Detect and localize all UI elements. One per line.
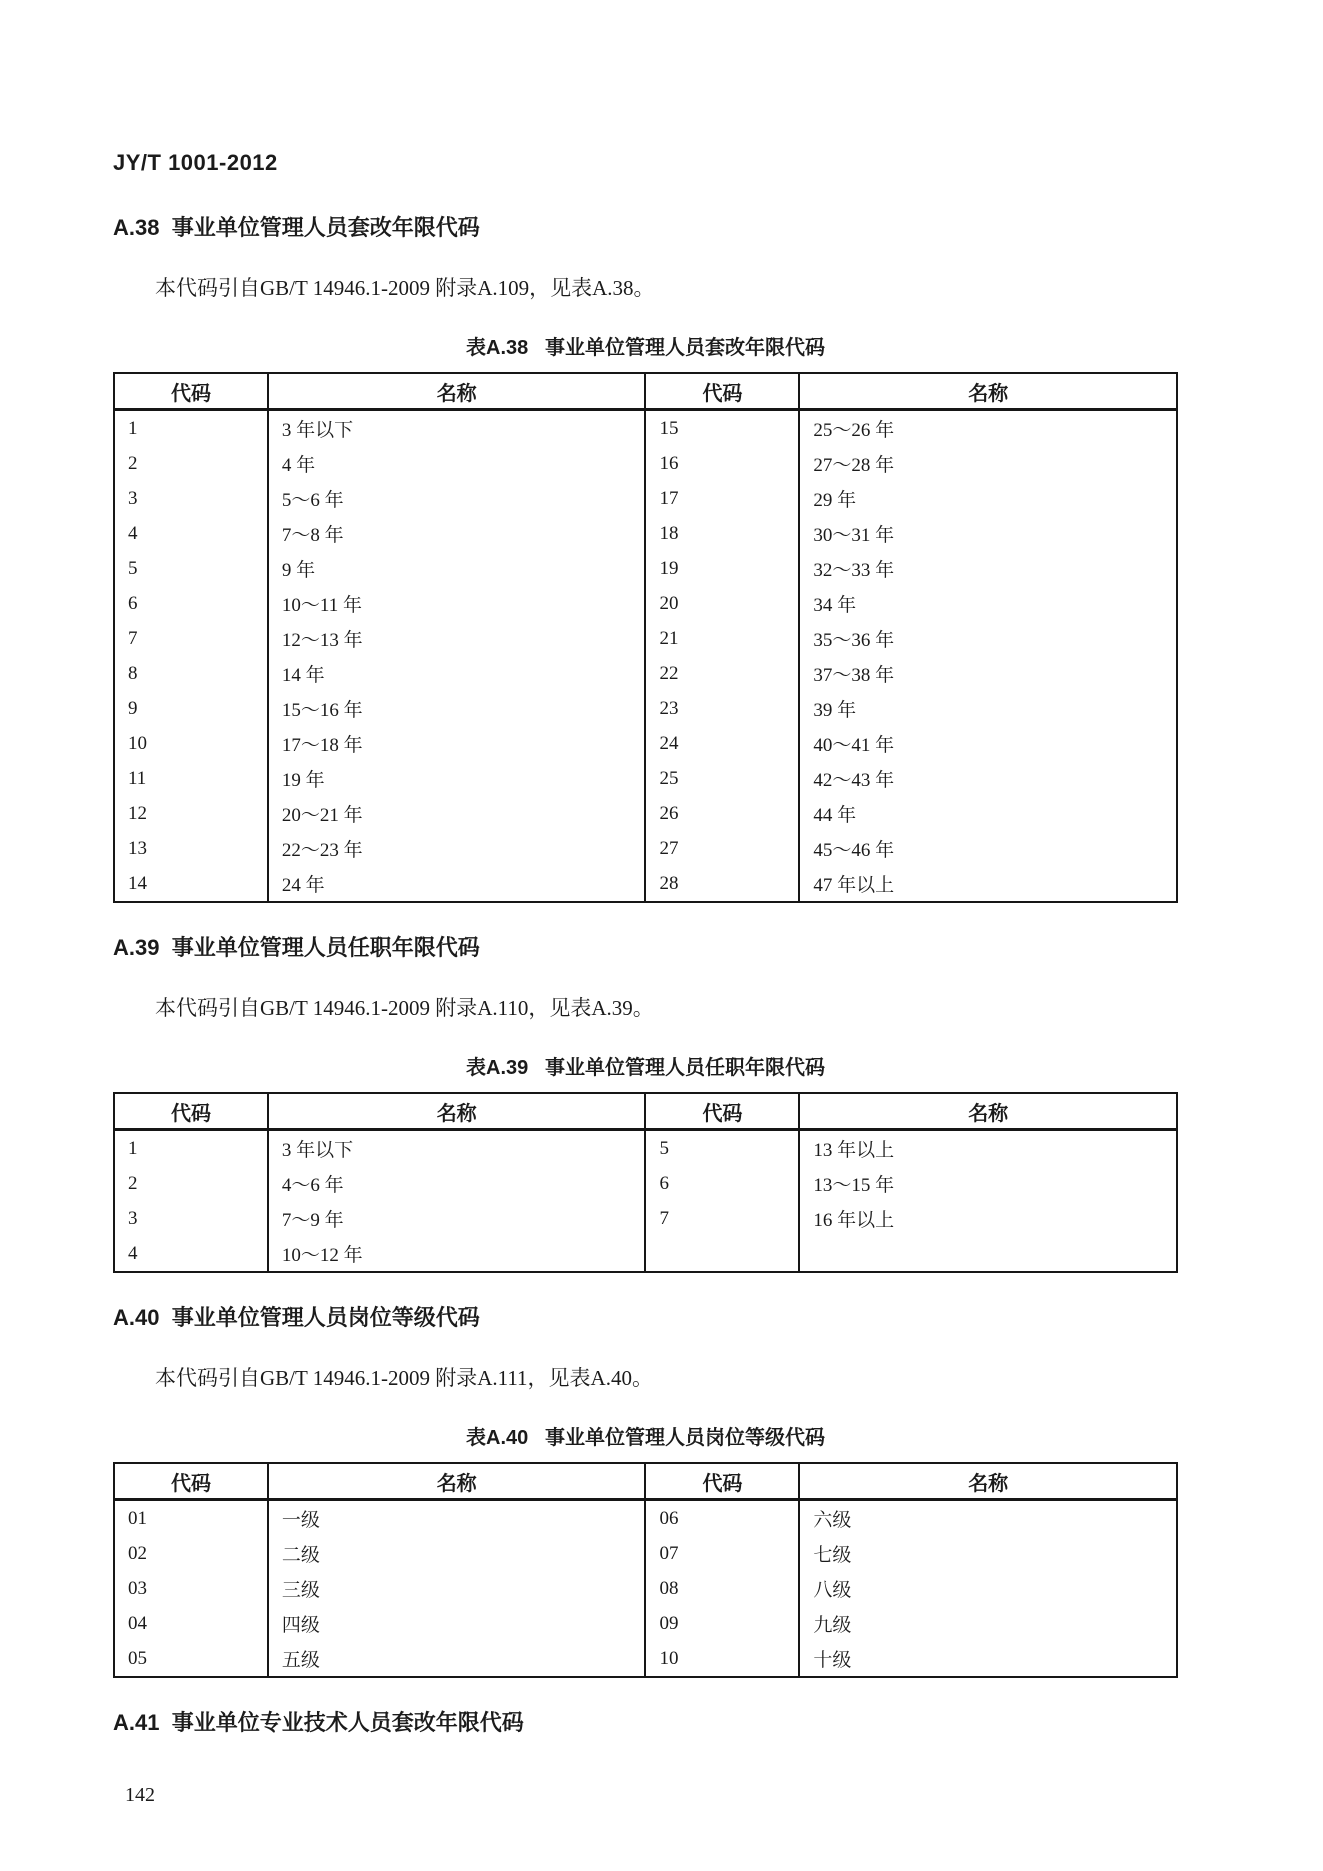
table-cell: 22	[645, 656, 799, 691]
table-cell: 3 年以下	[268, 1130, 646, 1167]
column-header: 代码	[114, 1463, 268, 1500]
table-cell: 2	[114, 446, 268, 481]
table-row	[114, 691, 1177, 726]
column-header: 名称	[799, 373, 1177, 410]
table-row	[114, 1201, 1177, 1236]
table-cell: 08	[645, 1571, 799, 1606]
column-header: 名称	[268, 1093, 646, 1130]
table-cell: 14 年	[268, 656, 646, 691]
table-cell: 23	[645, 691, 799, 726]
table-cell: 17～18 年	[268, 726, 646, 761]
table-header-row	[114, 1093, 1177, 1130]
table-cell: 27	[645, 831, 799, 866]
section-a38	[113, 214, 1178, 903]
table-cell: 27～28 年	[799, 446, 1177, 481]
section-a39-intro: 本代码引自GB/T 14946.1-2009 附录A.110，见表A.39。	[155, 996, 654, 1020]
table-cell: 18	[645, 516, 799, 551]
table-row	[114, 1571, 1177, 1606]
section-a40	[113, 1304, 1178, 1678]
table-cell: 07	[645, 1536, 799, 1571]
table-cell: 29 年	[799, 481, 1177, 516]
table-a39-caption: 表A.39 事业单位管理人员任职年限代码	[466, 1057, 825, 1079]
table-cell: 13～15 年	[799, 1166, 1177, 1201]
column-header: 代码	[645, 1093, 799, 1130]
table-cell: 10～12 年	[268, 1236, 646, 1272]
table-cell: 32～33 年	[799, 551, 1177, 586]
table-cell: 十级	[799, 1641, 1177, 1677]
table-cell: 06	[645, 1500, 799, 1537]
table-cell: 09	[645, 1606, 799, 1641]
table-row	[114, 516, 1177, 551]
section-a40-heading: A.40 事业单位管理人员岗位等级代码	[113, 1305, 480, 1330]
table-cell: 10	[645, 1641, 799, 1677]
table-cell: 12	[114, 796, 268, 831]
table-cell: 三级	[268, 1571, 646, 1606]
table-row	[114, 410, 1177, 447]
table-cell: 25	[645, 761, 799, 796]
table-row	[114, 796, 1177, 831]
table-cell: 19	[645, 551, 799, 586]
table-cell: 1	[114, 410, 268, 447]
table-cell: 9	[114, 691, 268, 726]
table-row	[114, 1641, 1177, 1677]
table-cell: 二级	[268, 1536, 646, 1571]
table-header-row	[114, 373, 1177, 410]
section-a41-heading: A.41 事业单位专业技术人员套改年限代码	[113, 1710, 524, 1735]
table-cell: 7	[114, 621, 268, 656]
column-header: 名称	[268, 373, 646, 410]
code-table-a38	[113, 372, 1178, 903]
table-cell: 4 年	[268, 446, 646, 481]
table-row	[114, 831, 1177, 866]
table-cell: 6	[645, 1166, 799, 1201]
code-table-a39	[113, 1092, 1178, 1273]
column-header: 名称	[268, 1463, 646, 1500]
table-row	[114, 761, 1177, 796]
column-header: 代码	[645, 1463, 799, 1500]
table-cell: 4～6 年	[268, 1166, 646, 1201]
code-table-a40	[113, 1462, 1178, 1678]
table-row	[114, 1166, 1177, 1201]
table-cell: 9 年	[268, 551, 646, 586]
table-cell: 04	[114, 1606, 268, 1641]
table-cell	[799, 1236, 1177, 1272]
table-row	[114, 481, 1177, 516]
page-number: 142	[125, 1784, 155, 1806]
table-cell: 42～43 年	[799, 761, 1177, 796]
table-row	[114, 866, 1177, 902]
table-cell: 七级	[799, 1536, 1177, 1571]
column-header: 代码	[114, 373, 268, 410]
table-cell: 44 年	[799, 796, 1177, 831]
table-cell: 7	[645, 1201, 799, 1236]
table-cell: 21	[645, 621, 799, 656]
table-cell: 24	[645, 726, 799, 761]
table-cell: 22～23 年	[268, 831, 646, 866]
table-cell: 3	[114, 481, 268, 516]
table-cell: 34 年	[799, 586, 1177, 621]
table-cell: 8	[114, 656, 268, 691]
table-a40-caption: 表A.40 事业单位管理人员岗位等级代码	[466, 1427, 825, 1449]
table-row	[114, 1236, 1177, 1272]
table-cell: 26	[645, 796, 799, 831]
table-cell: 24 年	[268, 866, 646, 902]
table-cell: 39 年	[799, 691, 1177, 726]
table-row	[114, 1130, 1177, 1167]
table-cell: 02	[114, 1536, 268, 1571]
table-cell: 11	[114, 761, 268, 796]
table-cell: 13	[114, 831, 268, 866]
table-cell: 13 年以上	[799, 1130, 1177, 1167]
table-cell: 7～8 年	[268, 516, 646, 551]
table-cell: 八级	[799, 1571, 1177, 1606]
table-cell: 12～13 年	[268, 621, 646, 656]
table-cell: 19 年	[268, 761, 646, 796]
table-row	[114, 656, 1177, 691]
table-cell: 14	[114, 866, 268, 902]
table-cell: 30～31 年	[799, 516, 1177, 551]
section-a40-intro: 本代码引自GB/T 14946.1-2009 附录A.111，见表A.40。	[155, 1366, 653, 1390]
section-a38-intro: 本代码引自GB/T 14946.1-2009 附录A.109，见表A.38。	[155, 276, 655, 300]
table-cell: 九级	[799, 1606, 1177, 1641]
section-a39	[113, 934, 1178, 1273]
table-cell: 28	[645, 866, 799, 902]
column-header: 代码	[114, 1093, 268, 1130]
doc-code: JY/T 1001-2012	[113, 150, 278, 175]
section-a41	[113, 1709, 1178, 1737]
table-cell: 10	[114, 726, 268, 761]
table-cell: 4	[114, 516, 268, 551]
table-cell: 35～36 年	[799, 621, 1177, 656]
section-a39-heading: A.39 事业单位管理人员任职年限代码	[113, 935, 480, 960]
table-cell: 四级	[268, 1606, 646, 1641]
table-row	[114, 1606, 1177, 1641]
table-cell: 6	[114, 586, 268, 621]
column-header: 名称	[799, 1463, 1177, 1500]
table-cell: 16	[645, 446, 799, 481]
table-cell: 16 年以上	[799, 1201, 1177, 1236]
table-cell: 03	[114, 1571, 268, 1606]
table-cell: 01	[114, 1500, 268, 1537]
table-cell	[645, 1236, 799, 1272]
column-header: 名称	[799, 1093, 1177, 1130]
table-cell: 20	[645, 586, 799, 621]
column-header: 代码	[645, 373, 799, 410]
table-cell: 10～11 年	[268, 586, 646, 621]
table-cell: 3 年以下	[268, 410, 646, 447]
table-cell: 20～21 年	[268, 796, 646, 831]
table-row	[114, 726, 1177, 761]
table-row	[114, 621, 1177, 656]
table-cell: 4	[114, 1236, 268, 1272]
table-row	[114, 586, 1177, 621]
table-cell: 5	[645, 1130, 799, 1167]
table-cell: 05	[114, 1641, 268, 1677]
table-cell: 7～9 年	[268, 1201, 646, 1236]
table-cell: 六级	[799, 1500, 1177, 1537]
table-cell: 37～38 年	[799, 656, 1177, 691]
table-cell: 一级	[268, 1500, 646, 1537]
table-cell: 5～6 年	[268, 481, 646, 516]
table-row	[114, 1500, 1177, 1537]
table-header-row	[114, 1463, 1177, 1500]
section-a38-heading: A.38 事业单位管理人员套改年限代码	[113, 215, 480, 240]
table-cell: 2	[114, 1166, 268, 1201]
table-cell: 25～26 年	[799, 410, 1177, 447]
table-cell: 5	[114, 551, 268, 586]
table-cell: 1	[114, 1130, 268, 1167]
table-cell: 40～41 年	[799, 726, 1177, 761]
table-cell: 3	[114, 1201, 268, 1236]
table-cell: 15～16 年	[268, 691, 646, 726]
table-row	[114, 551, 1177, 586]
table-row	[114, 1536, 1177, 1571]
table-cell: 47 年以上	[799, 866, 1177, 902]
table-cell: 15	[645, 410, 799, 447]
table-cell: 17	[645, 481, 799, 516]
table-cell: 五级	[268, 1641, 646, 1677]
table-row	[114, 446, 1177, 481]
table-cell: 45～46 年	[799, 831, 1177, 866]
table-a38-caption: 表A.38 事业单位管理人员套改年限代码	[466, 337, 825, 359]
